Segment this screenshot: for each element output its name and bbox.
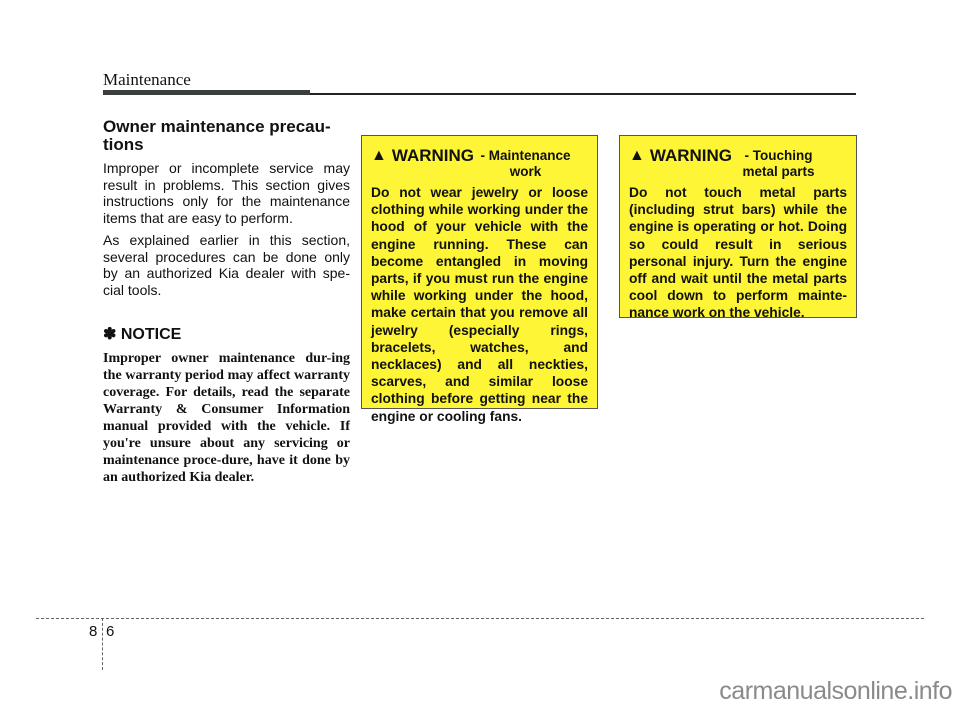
warning-subtitle: - Touching metal parts: [742, 148, 815, 179]
footer-divider: [102, 618, 103, 670]
left-column: [103, 118, 350, 486]
page-number: 6: [106, 623, 115, 640]
notice-text: Improper owner maintenance dur-ing the warranty period may affect warranty coverage. For details, read the separate Warranty & Consumer Information manual provided with the vehicle. If you're unsure about any servicing or maintenance proce-dure, have it done by an authorized Kia dealer.: [103, 351, 350, 485]
warning-text: Do not wear jewelry or loose clothing while working under the hood of your vehicle with the engine running. These can become entangled in moving parts, if you must run the engine while working under the hood, make certain that you remove all jewelry (especially rings, bracelets, watches, and necklaces) and all neckties, scarves, and similar loose clothing before getting near the engine or cooling fans.: [371, 185, 588, 424]
warning-label: WARNING: [391, 146, 475, 165]
paragraph: Improper or incomplete service may result in problems. This section gives instructions only for the maintenance items that are easy to perform.: [103, 160, 350, 226]
warning-subtitle: - Maintenance work: [480, 148, 571, 179]
warning-text: Do not touch metal parts (including strut bars) while the engine is operating or hot. Doing so could result in serious personal injury. Turn the engine off and wait until the metal parts cool down to perform mainte-nance work on the vehicle.: [629, 185, 847, 321]
footer-rule: [36, 618, 924, 619]
watermark: carmanualsonline.info: [719, 677, 952, 705]
section-title: Owner maintenance precau-tions: [103, 117, 331, 154]
section-header: Maintenance: [103, 70, 191, 89]
chapter-number: 8: [89, 623, 98, 640]
warning-triangle-icon: ▲: [629, 147, 645, 164]
warning-label: WARNING: [649, 146, 733, 165]
warning-box-maintenance: [361, 135, 598, 424]
header-rule: [310, 93, 856, 95]
warning-box-metal-parts: [619, 135, 857, 321]
notice-heading: ✽ NOTICE: [103, 326, 182, 343]
warning-triangle-icon: ▲: [371, 147, 387, 164]
paragraph: As explained earlier in this section, several procedures can be done only by an authorized Kia dealer with spe-cial tools.: [103, 232, 350, 298]
header-bar: [103, 90, 310, 95]
